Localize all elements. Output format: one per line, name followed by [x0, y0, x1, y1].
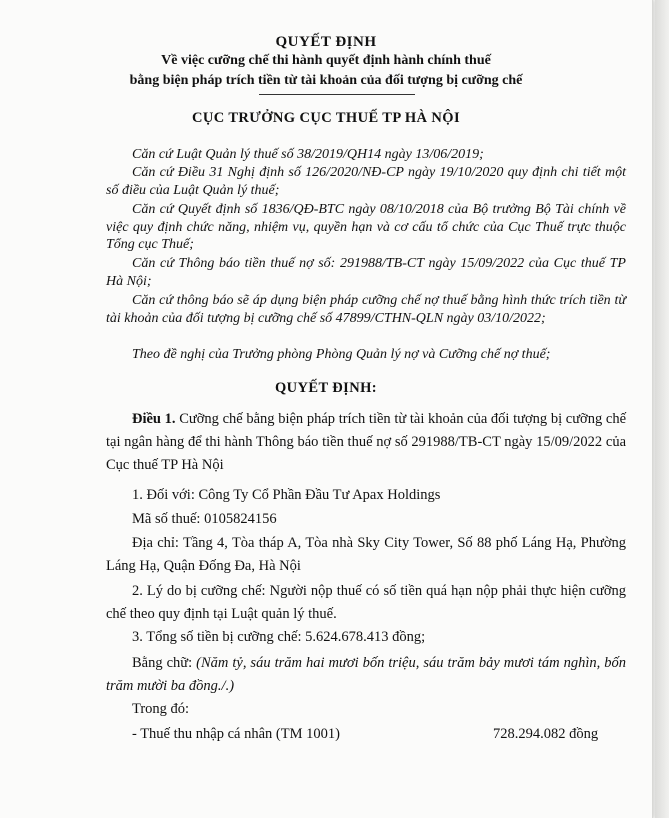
legal-basis-2: Căn cứ Điều 31 Nghị định số 126/2020/NĐ-CP ngày 19/10/2020 quy định chi tiết một số điều của Luật Quản lý thuế;: [106, 165, 626, 198]
legal-basis-3: Căn cứ Quyết định số 1836/QĐ-BTC ngày 08/10/2018 của Bộ trưởng Bộ Tài chính về việc quy định chức năng, nhiệm vụ, quyền hạn và cơ cấu tổ chức của Cục Thuế trực thuộc Tổng cục Thuế;: [106, 202, 626, 252]
document-subtitle-line-2: bằng biện pháp trích tiền từ tài khoản của đối tượng bị cưỡng chế: [129, 73, 523, 88]
breakdown-label: Trong đó:: [132, 701, 190, 717]
legal-basis-5: Căn cứ thông báo sẽ áp dụng biện pháp cưỡng chế nợ thuế bằng hình thức trích tiền từ tài khoản của đối tượng bị cưỡng chế số 47899/CTHN-QLN ngày 03/10/2022;: [106, 293, 626, 326]
total-amount-line: 3. Tổng số tiền bị cưỡng chế: 5.624.678.413 đồng;: [132, 629, 426, 645]
tax-code-line: Mã số thuế: 0105824156: [132, 511, 277, 527]
page-edge: [655, 0, 669, 818]
legal-basis-4: Căn cứ Thông báo tiền thuế nợ số: 291988/TB-CT ngày 15/09/2022 của Cục thuế TP Hà Nội;: [106, 256, 626, 289]
breakdown-amount: 728.294.082 đồng: [493, 726, 599, 742]
decision-heading: QUYẾT ĐỊNH:: [274, 380, 378, 396]
legal-basis-1: Căn cứ Luật Quản lý thuế số 38/2019/QH14 ngày 13/06/2019;: [132, 147, 484, 162]
reason-line: 2. Lý do bị cưỡng chế: Người nộp thuế có số tiền quá hạn nộp phải thực hiện cưỡng chế theo quy định tại Luật quản lý thuế.: [106, 583, 626, 622]
document-subtitle-line-1: Về việc cưỡng chế thi hành quyết định hành chính thuế: [161, 53, 491, 68]
in-words-text: (Năm tỷ, sáu trăm hai mươi bốn triệu, sáu trăm bảy mươi tám nghìn, bốn trăm mười ba đồng./.): [106, 655, 626, 694]
article-1: [106, 408, 626, 477]
in-words-label: Bằng chữ:: [132, 655, 193, 671]
breakdown-item: - Thuế thu nhập cá nhân (TM 1001): [132, 726, 340, 742]
legal-basis-6: Theo đề nghị của Trưởng phòng Phòng Quản lý nợ và Cưỡng chế nợ thuế;: [132, 347, 551, 362]
document-title: QUYẾT ĐỊNH: [275, 34, 377, 50]
issuing-authority: CỤC TRƯỞNG CỤC THUẾ TP HÀ NỘI: [191, 110, 461, 126]
amount-in-words: [106, 652, 626, 698]
subject-line: 1. Đối với: Công Ty Cổ Phần Đầu Tư Apax Holdings: [132, 487, 441, 503]
title-underline: [259, 94, 415, 95]
address-line: Địa chỉ: Tầng 4, Tòa tháp A, Tòa nhà Sky City Tower, Số 88 phố Láng Hạ, Phường Láng Hạ, Quận Đống Đa, Hà Nội: [106, 535, 626, 574]
article-1-label: Điều 1.: [132, 411, 176, 427]
article-1-text: Cưỡng chế bằng biện pháp trích tiền từ tài khoản của đối tượng bị cưỡng chế tại ngân hàng để thi hành Thông báo tiền thuế nợ số 291988/TB-CT ngày 15/09/2022 của Cục thuế TP Hà Nội: [106, 411, 627, 473]
